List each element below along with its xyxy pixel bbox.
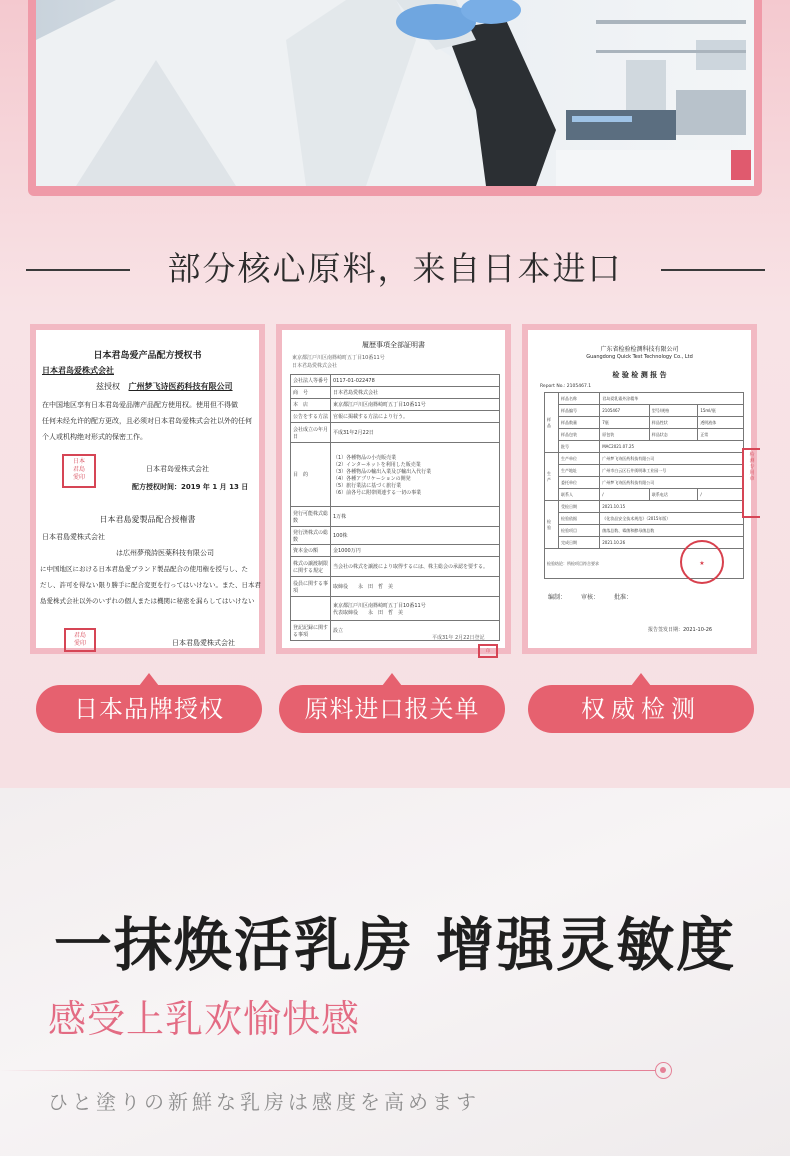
section-heading <box>0 245 790 293</box>
registry-row-8: 金1000万円 <box>331 545 500 557</box>
doc-title: 日本君岛爱产品配方授权书 <box>93 351 202 361</box>
doc-body-2: 任何未经允许的配方更改，且必须对日本君岛爱株式会社以外的任何 <box>42 417 252 425</box>
doc-jp-title: 日本君島愛製品配合授権書 <box>99 515 196 524</box>
doc-addr-2: 日本君島愛株式会社 <box>292 363 338 369</box>
seal-stamp: 日本 君島 愛印 <box>62 454 96 488</box>
report-table: 样 品 样品名称 君岛爱乳霜外涂精华 样品编号 2105467 型号/规格 15ml/瓶 样品数量 7瓶 样品性状 透明液体 样品包装 原包装 样品状态 正常 批号 MAC2021.07.25 生 产 生产单位 广州梦飞诗医药科技有限公司 生产地址 广州市白云区石井街明珠工业园一号 委托单位 广州梦飞诗医药科技有限公司 联系人 / 联系电话 / 检 验 受检日期 2021.10.15 检验依据 《化妆品安全技术规范》（2015年版） 检验项目 菌落总数、霉菌和酵母菌总数 完成日期 2021.10.26 检验结论：所检项目符合要求 <box>544 392 744 579</box>
report-date: 2021.10.26 <box>600 537 744 549</box>
bottom-section <box>0 788 790 1156</box>
certificate-document <box>36 330 259 648</box>
registry-row-7: 100株 <box>331 527 500 545</box>
certificate-brand-authorization[interactable] <box>30 324 265 654</box>
label-brand-authorization[interactable]: 日本品牌授权 <box>36 685 262 733</box>
doc-jp-body-2: だし、許可を得ない限り勝手に配合変更を行ってはいけない。また、日本君 <box>40 581 261 589</box>
doc-jp-company: 日本君島愛株式会社 <box>42 533 105 541</box>
doc-grantee: 广州梦飞诗医药科技有限公司 <box>128 382 233 391</box>
doc-signatures: 编制： 审核： 批准： <box>548 594 633 601</box>
report-address: 广州市白云区石井街明珠工业园一号 <box>600 465 744 477</box>
registry-table: 会社法人等番号 0117-01-022478 商 号 日本君島愛株式会社 本 店 東京都江戸川区南篠崎町五丁目10番11号 公告をする方法 官報に掲載する方法により行う。 会社成立の年月日 平成31年2月22日 目 的 （1）各種物品の小売販売業 （2）インターネットを利用した販売業 （3）各種物品の輸出入業及び輸出入代行業 （4）各種アプリケーションの開発 （5）旅行業法に基づく旅行業 （6）前各号に附帯関連する一切の事業 発行可能株式総数 1万株 発行済株式の総数 100株 資本金の額 金1000万円 株式の譲渡制限に関する規定 当会社の株式を譲渡により取得するには、株主総会の承認を要する。 役員に関する事項 取締役 永 田 哲 美 東京都江戸川区南篠崎町五丁目10番11号 代表取締役 永 田 哲 美 登記記録に関する事項 設立 <box>290 374 500 641</box>
registry-row-5: 平成31年2月22日 <box>331 423 500 443</box>
report-code: MAC2021.07.25 <box>600 441 744 453</box>
seal-stamp: 印 <box>478 644 498 658</box>
doc-grant-prefix: 兹授权 <box>96 382 120 391</box>
report-standard: 《化妆品安全技术规范》（2015年版） <box>600 513 744 525</box>
seal-stamp-side: 检 测 专 用 章 <box>742 448 760 518</box>
certificate-test-report[interactable] <box>522 324 757 654</box>
divider-line <box>0 1070 656 1071</box>
doc-title: 履歴事項全部証明書 <box>362 341 425 349</box>
registry-row-2: 日本君島愛株式会社 <box>331 387 500 399</box>
doc-jp-sign: 日本君島愛株式会社 <box>172 639 235 647</box>
doc-sign-date: 配方授权时间：2019 年 1 月 13 日 <box>132 483 249 491</box>
report-client: 广州梦飞诗医药科技有限公司 <box>600 453 744 465</box>
doc-body-3: 个人或机构绝对形式的保密工作。 <box>42 433 147 441</box>
certificate-document <box>282 330 505 653</box>
doc-jp-body-3: 島愛株式会社以外のいずれの個人または機関に秘密を漏らしてはいけない <box>40 597 255 605</box>
subline: 感受上乳欢愉快感 <box>48 997 361 1041</box>
doc-jp-grantee: は広州夢飛詩医薬科技有限公司 <box>116 549 214 557</box>
heading-rule-right <box>661 269 765 271</box>
registry-row-1: 0117-01-022478 <box>331 375 500 387</box>
seal-stamp: ★ <box>680 540 724 584</box>
certificate-document <box>528 330 755 648</box>
registry-row-6: 1万株 <box>331 507 500 527</box>
doc-company: 日本君岛爱株式会社 <box>42 366 114 375</box>
doc-body-1: 在中国地区享有日本君岛爱品牌产品配方使用权。使用但不得做 <box>42 401 238 409</box>
registry-row-4: 官報に掲載する方法により行う。 <box>331 411 500 423</box>
seal-stamp-2: 君島 愛印 <box>64 628 96 652</box>
label-import-declaration[interactable]: 原料进口报关单 <box>279 685 505 733</box>
doc-footer-date: 平成31年 2月22日登記 <box>432 635 485 641</box>
doc-issue-date: 报告签发日期：2021-10-26 <box>648 627 713 633</box>
doc-grant <box>96 380 233 394</box>
lab-photo <box>36 0 754 186</box>
doc-org: 广东省检验检测科技有限公司 <box>600 346 679 353</box>
doc-jp-body-1: に中国地区における日本君島愛ブランド製品配合の使用権を授与し、た <box>40 565 248 573</box>
doc-addr-1: 東京都江戸川区南篠崎町五丁目10番11号 <box>292 355 385 361</box>
doc-org-en: Guangdong Quick Test Technology Co., Ltd <box>586 354 693 360</box>
doc-sign-company: 日本君岛爱株式会社 <box>146 465 209 473</box>
label-authoritative-testing[interactable]: 权威检测 <box>528 685 754 733</box>
section-heading-text: 部分核心原料，来自日本进口 <box>167 249 623 288</box>
headline: 一抹焕活乳房 增强灵敏度 <box>53 911 737 979</box>
target-circle-icon <box>655 1062 672 1079</box>
certificate-import-declaration[interactable] <box>276 324 511 654</box>
japanese-tagline: ひと塗りの新鮮な乳房は感度を高めます <box>48 1090 480 1114</box>
doc-report-no: Report No.: 2105467.1 <box>540 384 592 389</box>
photo-frame <box>28 0 762 196</box>
doc-title: 检 验 检 测 报 告 <box>612 371 667 379</box>
registry-row-3: 東京都江戸川区南篠崎町五丁目10番11号 <box>331 399 500 411</box>
